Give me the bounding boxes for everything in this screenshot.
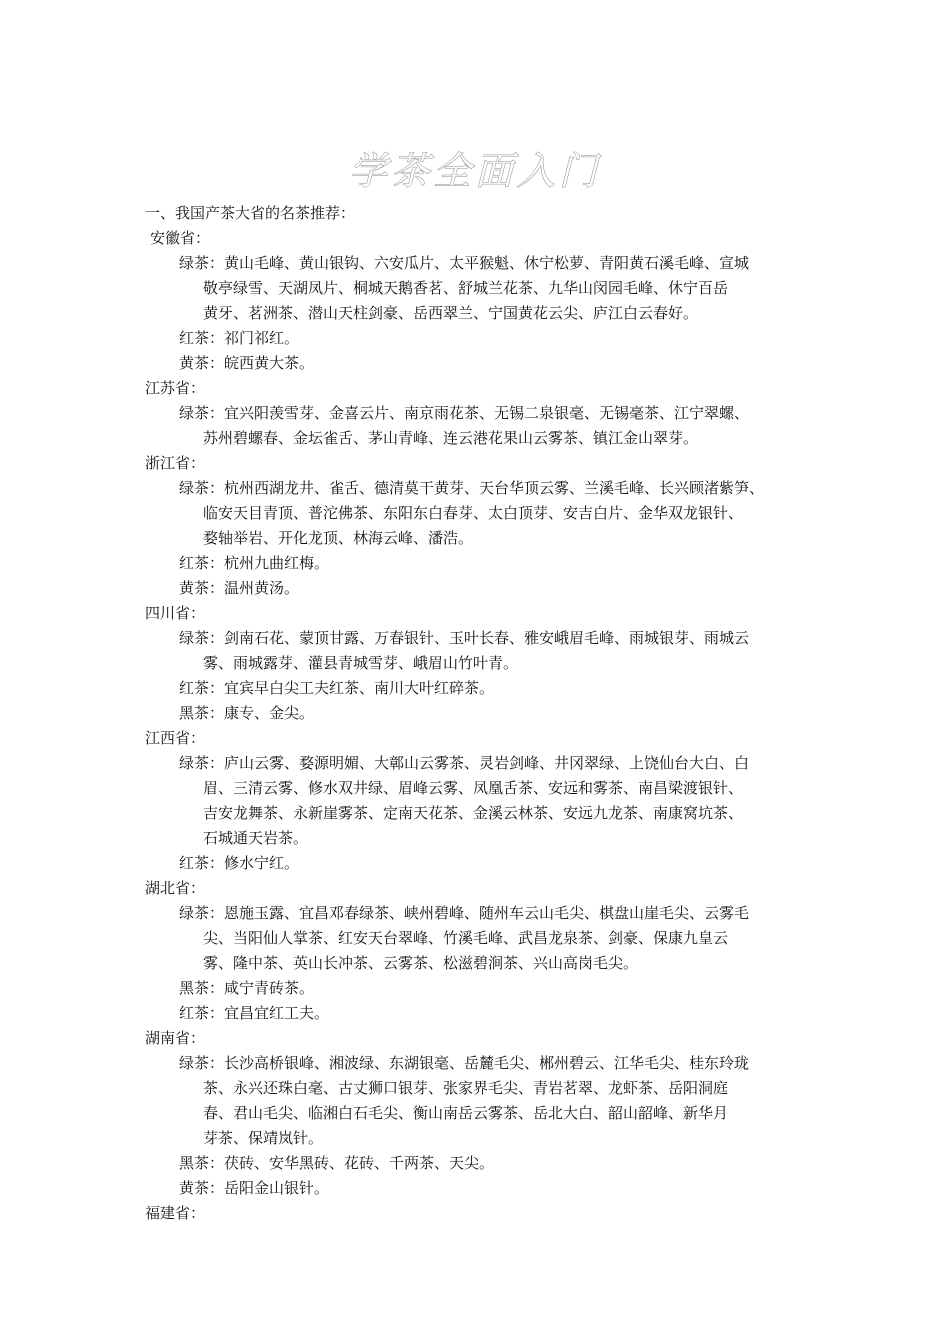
- tea-entry: 黄茶：岳阳金山银针。: [179, 1179, 330, 1197]
- tea-entry: 红茶：宜昌宜红工夫。: [179, 1004, 330, 1022]
- tea-entry: 黄茶：皖西黄大茶。: [179, 354, 315, 372]
- tea-entry: 红茶：杭州九曲红梅。: [179, 554, 330, 572]
- tea-entry: 黄茶：温州黄汤。: [179, 579, 300, 597]
- tea-entry-cont: 茶、永兴还珠白毫、古丈狮口银芽、张家界毛尖、青岩茗翠、龙虾茶、岳阳洞庭: [203, 1079, 729, 1097]
- tea-entry-cont: 苏州碧螺春、金坛雀舌、茅山青峰、连云港花果山云雾茶、镇江金山翠芽。: [203, 429, 699, 447]
- province-heading: 江苏省：: [145, 379, 206, 397]
- province-heading: 湖北省：: [145, 879, 206, 897]
- tea-entry: 黑茶：咸宁青砖茶。: [179, 979, 315, 997]
- tea-entry: 红茶：修水宁红。: [179, 854, 300, 872]
- tea-entry-cont: 尖、当阳仙人掌茶、红安天台翠峰、竹溪毛峰、武昌龙泉茶、剑豪、保康九皇云: [203, 929, 729, 947]
- tea-entry: 黑茶：茯砖、安华黑砖、花砖、千两茶、天尖。: [179, 1154, 495, 1172]
- tea-entry-cont: 黄牙、茗洲茶、潜山天柱剑豪、岳西翠兰、宁国黄花云尖、庐江白云春好。: [203, 304, 699, 322]
- tea-entry: 绿茶：庐山云雾、婺源明媚、大鄣山云雾茶、灵岩剑峰、井冈翠绿、上饶仙台大白、白: [179, 754, 750, 772]
- province-heading: 湖南省：: [145, 1029, 206, 1047]
- tea-entry: 绿茶：杭州西湖龙井、雀舌、德清莫干黄芽、天台华顶云雾、兰溪毛峰、长兴顾渚紫笋、: [179, 479, 765, 497]
- tea-entry-cont: 雾、雨城露芽、灌县青城雪芽、峨眉山竹叶青。: [203, 654, 519, 672]
- tea-entry-cont: 敬亭绿雪、天湖凤片、桐城天鹅香茗、舒城兰花茶、九华山闵园毛峰、休宁百岳: [203, 279, 729, 297]
- province-heading: 江西省：: [145, 729, 206, 747]
- province-heading: 四川省：: [145, 604, 206, 622]
- tea-entry-cont: 吉安龙舞茶、永新崖雾茶、定南天花茶、金溪云林茶、安远九龙茶、南康窝坑茶、: [203, 804, 744, 822]
- tea-entry-cont: 婺轴举岩、开化龙顶、林海云峰、潘浩。: [203, 529, 474, 547]
- tea-entry: 绿茶：黄山毛峰、黄山银钩、六安瓜片、太平猴魁、休宁松萝、青阳黄石溪毛峰、宣城: [179, 254, 750, 272]
- tea-entry-cont: 春、君山毛尖、临湘白石毛尖、衡山南岳云雾茶、岳北大白、韶山韶峰、新华月: [203, 1104, 729, 1122]
- tea-entry-cont: 临安天目青顶、普沱佛茶、东阳东白春芽、太白顶芽、安吉白片、金华双龙银针、: [203, 504, 744, 522]
- tea-entry: 绿茶：长沙高桥银峰、湘波绿、东湖银毫、岳麓毛尖、郴州碧云、江华毛尖、桂东玲珑: [179, 1054, 750, 1072]
- tea-entry-cont: 芽茶、保靖岚针。: [203, 1129, 324, 1147]
- tea-entry-cont: 石城通天岩茶。: [203, 829, 309, 847]
- tea-entry: 红茶：祁门祁红。: [179, 329, 300, 347]
- tea-entry: 黑茶：康专、金尖。: [179, 704, 315, 722]
- tea-entry-cont: 雾、隆中茶、英山长冲茶、云雾茶、松滋碧涧茶、兴山高岗毛尖。: [203, 954, 639, 972]
- province-heading: 浙江省：: [145, 454, 206, 472]
- tea-entry: 绿茶：恩施玉露、宜昌邓春绿茶、峡州碧峰、随州车云山毛尖、棋盘山崖毛尖、云雾毛: [179, 904, 750, 922]
- tea-entry: 红茶：宜宾早白尖工夫红茶、南川大叶红碎茶。: [179, 679, 495, 697]
- section-heading: 一、我国产茶大省的名茶推荐：: [145, 204, 356, 222]
- page-title: 学茶全面入门: [348, 149, 601, 193]
- tea-entry: 绿茶：宜兴阳羡雪芽、金喜云片、南京雨花茶、无锡二泉银毫、无锡毫茶、江宁翠螺、: [179, 404, 750, 422]
- tea-entry: 绿茶：剑南石花、蒙顶甘露、万春银针、玉叶长春、雅安峨眉毛峰、雨城银芽、雨城云: [179, 629, 750, 647]
- province-heading: 安徽省：: [150, 229, 211, 247]
- province-heading: 福建省：: [145, 1204, 206, 1222]
- tea-entry-cont: 眉、三清云雾、修水双井绿、眉峰云雾、凤凰舌茶、安远和雾茶、南昌梁渡银针、: [203, 779, 744, 797]
